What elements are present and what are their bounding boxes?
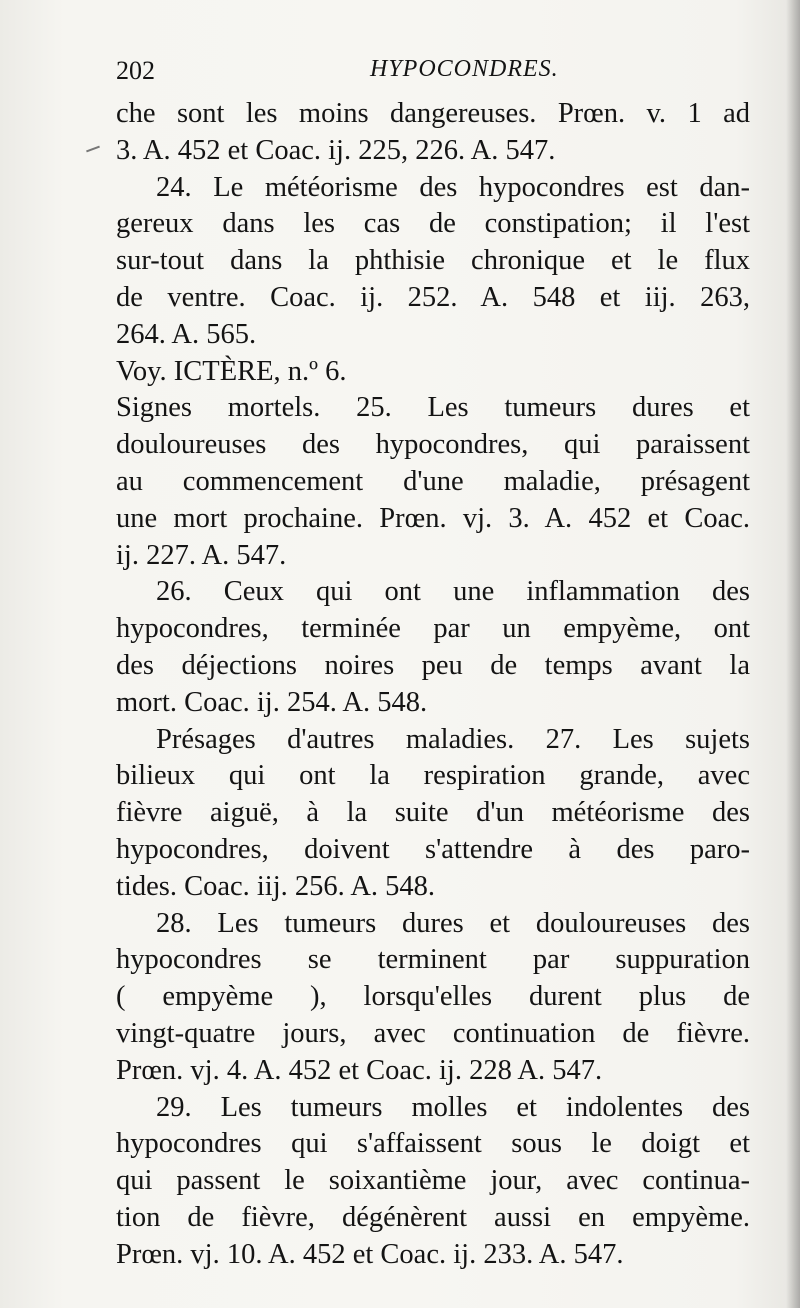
text-line: che sont les moins dangereuses. Prœn. v. 1 ad <box>116 98 750 129</box>
text-line: mort. Coac. ij. 254. A. 548. <box>116 686 428 718</box>
page-number: 202 <box>116 56 155 85</box>
text-line: 28. Les tumeurs dures et douloureuses des <box>156 907 750 939</box>
text-line: hypocondres, terminée par un empyème, ont <box>116 613 750 645</box>
body-text <box>116 96 750 1274</box>
text-line: de ventre. Coac. ij. 252. A. 548 et iij. 263, <box>116 281 750 313</box>
page-header <box>116 56 750 96</box>
text-line: qui passent le soixantième jour, avec continua- <box>116 1165 750 1197</box>
text-line: des déjections noires peu de temps avant la <box>116 649 750 681</box>
text-line: douloureuses des hypocondres, qui paraissent <box>116 429 750 461</box>
text-line: Prœn. vj. 4. A. 452 et Coac. ij. 228 A. 547. <box>116 1054 603 1086</box>
text-line: 24. Le météorisme des hypocondres est dan- <box>156 171 750 203</box>
text-line: 26. Ceux qui ont une inflammation des <box>156 576 750 608</box>
text-line: ( empyème ), lorsqu'elles durent plus de <box>116 981 750 1013</box>
margin-mark <box>86 146 100 153</box>
text-line: bilieux qui ont la respiration grande, avec <box>116 760 750 792</box>
text-line: ij. 227. A. 547. <box>116 539 287 571</box>
page-edge-shadow <box>786 0 800 1308</box>
text-line: une mort prochaine. Prœn. vj. 3. A. 452 et Coac. <box>116 502 750 534</box>
text-line: tion de fièvre, dégénèrent aussi en empyème. <box>116 1201 750 1233</box>
text-line: hypocondres qui s'affaissent sous le doigt et <box>116 1128 750 1160</box>
text-line: Signes mortels. 25. Les tumeurs dures et <box>116 392 750 424</box>
text-line: Présages d'autres maladies. 27. Les sujets <box>156 723 750 755</box>
text-line: gereux dans les cas de constipation; il l'est <box>116 208 750 240</box>
text-line: Voy. ICTÈRE, n.º 6. <box>116 355 347 387</box>
text-line: 3. A. 452 et Coac. ij. 225, 226. A. 547. <box>116 134 556 166</box>
text-line: hypocondres, doivent s'attendre à des paro- <box>116 833 750 865</box>
text-line: hypocondres se terminent par suppuration <box>116 944 750 976</box>
text-line: 29. Les tumeurs molles et indolentes des <box>156 1091 750 1123</box>
text-line: fièvre aiguë, à la suite d'un météorisme des <box>116 797 750 829</box>
running-head: HYPOCONDRES. <box>370 56 559 82</box>
text-line: vingt-quatre jours, avec continuation de fièvre. <box>116 1017 750 1049</box>
text-line: au commencement d'une maladie, présagent <box>116 465 750 497</box>
text-line: tides. Coac. iij. 256. A. 548. <box>116 870 436 902</box>
text-line: 264. A. 565. <box>116 318 257 350</box>
text-line: sur-tout dans la phthisie chronique et le flux <box>116 245 750 277</box>
text-line: Prœn. vj. 10. A. 452 et Coac. ij. 233. A. 547. <box>116 1238 624 1270</box>
